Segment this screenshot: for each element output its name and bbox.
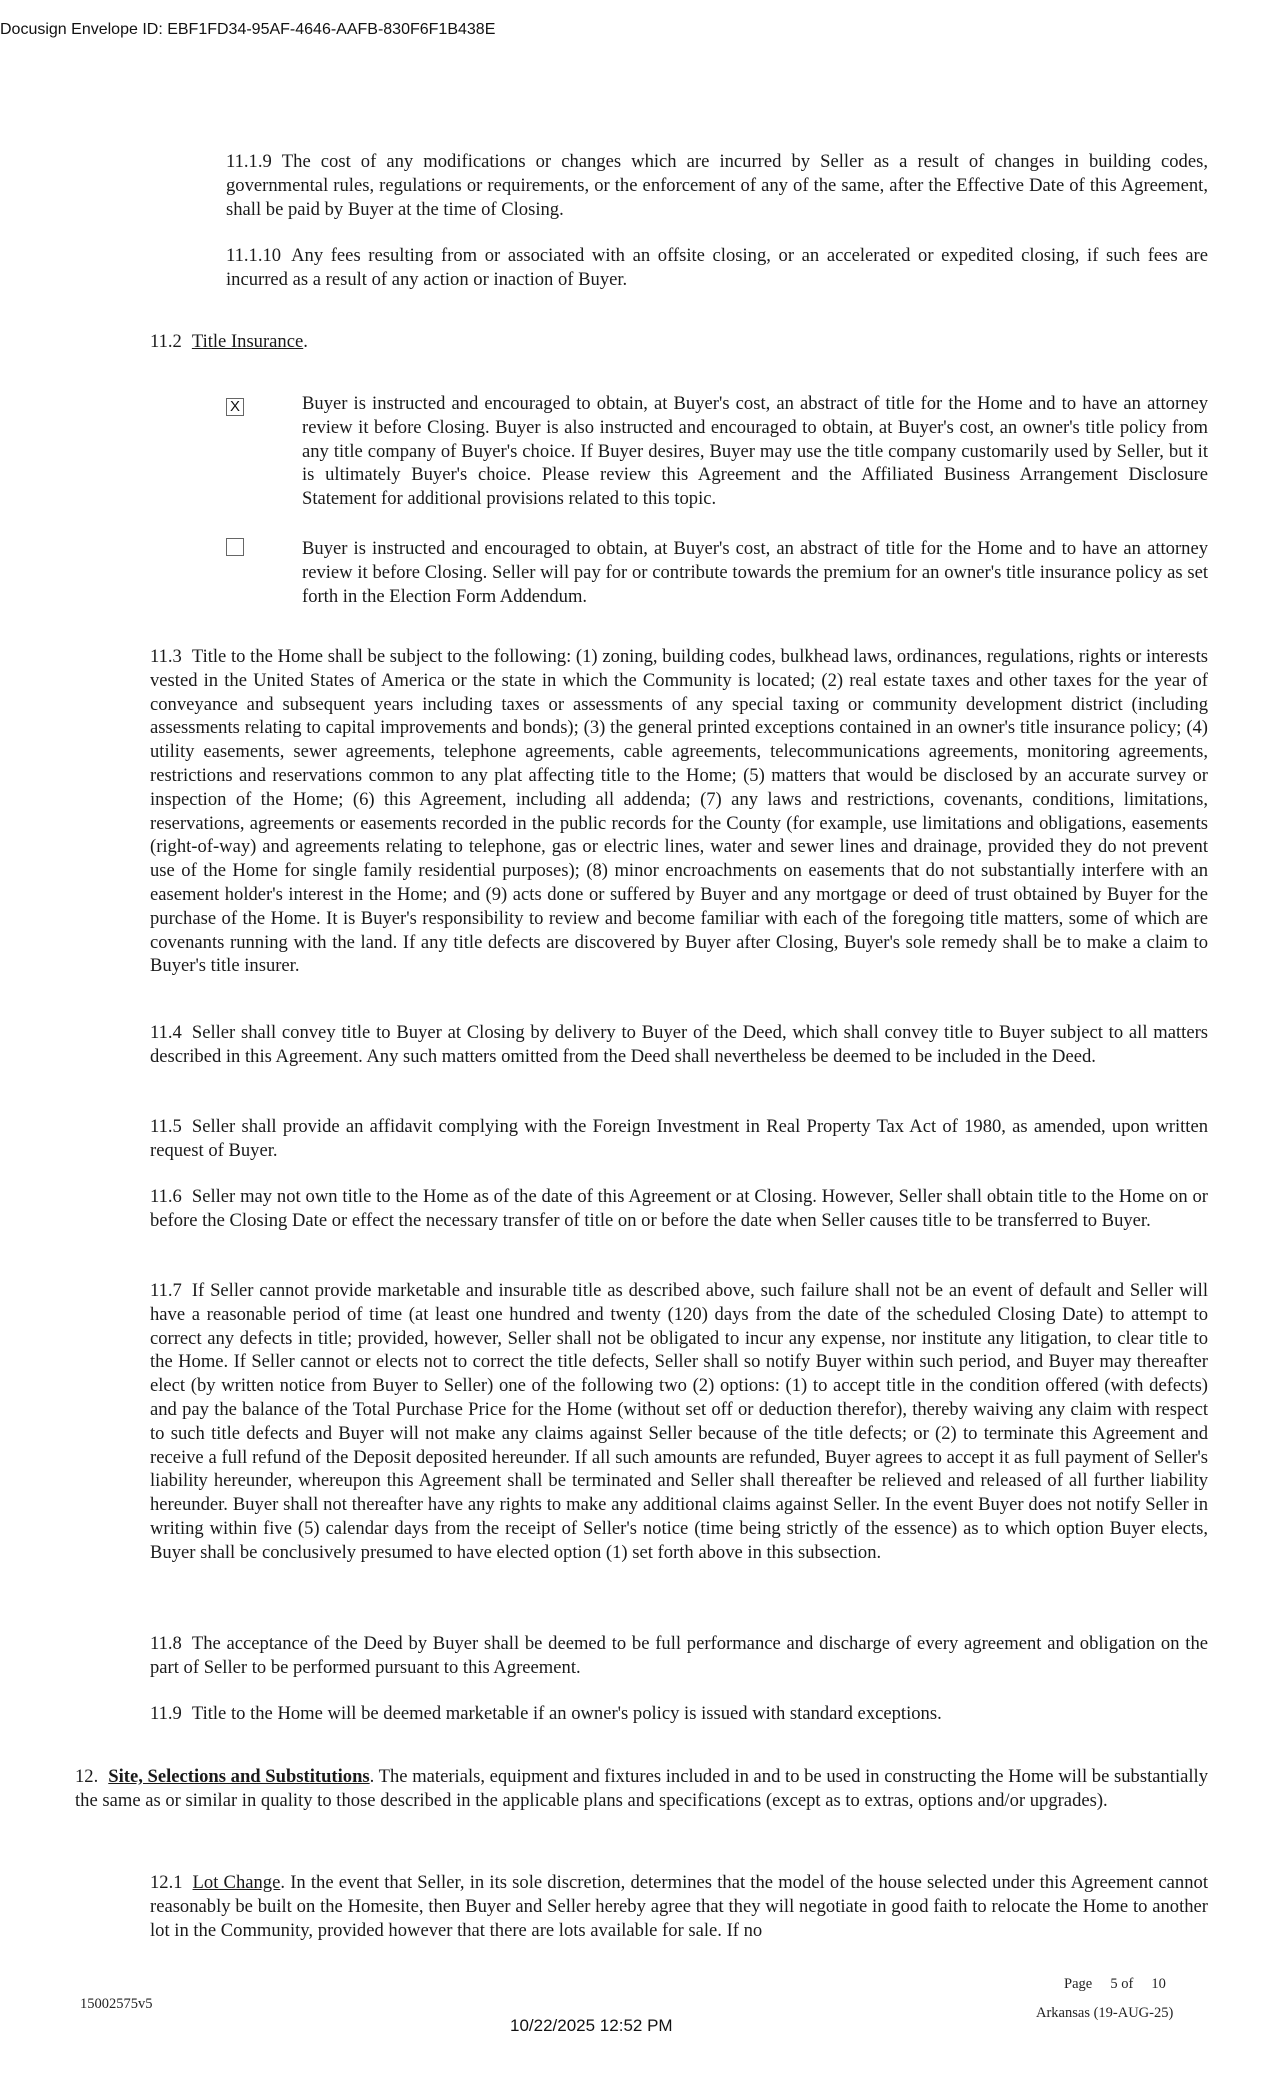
page-number: 5 — [1110, 1976, 1118, 1992]
section-heading: Site, Selections and Substitutions — [108, 1766, 370, 1787]
section-text: The acceptance of the Deed by Buyer shall be deemed to be full performance and discharge of every agreement and obligation on the part of Seller to be performed pursuant to this Agreement. — [150, 1633, 1208, 1678]
title-option-2-checkbox[interactable] — [226, 538, 244, 556]
section-text: If Seller cannot provide marketable and insurable title as described above, such failure shall not be an event of default and Seller will have a reasonable period of time (at least one hundred and twenty (120) days from the date of the scheduled Closing Date) to attempt to correct any defects in title; provided, however, Seller shall not be obligated to incur any expense, nor institute any litigation, to clear title to the Home. If Seller cannot or elects not to correct the title defects, Seller shall so notify Buyer within such period, and Buyer may thereafter elect (by written notice from Buyer to Seller) one of the following two (2) options: (1) to accept title in the condition offered (with defects) and pay the balance of the Total Purchase Price for the Home (without set off or deduction therefor), thereby waiving any claim with respect to such title defects and Buyer will not make any claims against Seller because of the title defects; or (2) to terminate this Agreement and receive a full refund of the Deposit deposited hereunder. If all such amounts are refunded, Buyer agrees to accept it as full payment of Seller's liability hereunder, whereupon this Agreement shall be terminated and Seller shall thereafter be relieved and released of all further liability hereunder. Buyer shall not thereafter have any rights to make any additional claims against Seller. In the event Buyer does not notify Seller in writing within five (5) calendar days from the receipt of Seller's notice (time being strictly of the essence) as to which option Buyer elects, Buyer shall be conclusively presumed to have elected option (1) set forth above in this subsection. — [150, 1280, 1208, 1563]
title-option-2-text: Buyer is instructed and encouraged to obtain, at Buyer's cost, an abstract of title for the Home and to have an attorney review it before Closing. Seller will pay for or contribute towards the premium for an owner's title insurance policy as set forth in the Election Form Addendum. — [302, 538, 1208, 607]
section-12 — [75, 1765, 1208, 1813]
state-version: Arkansas (19-AUG-25) — [1036, 2005, 1174, 2021]
section-12-1 — [150, 1871, 1208, 1942]
page-of-label: of — [1121, 1976, 1134, 1992]
section-text: Any fees resulting from or associated with an offsite closing, or an accelerated or expedited closing, if such fees are incurred as a result of any action or inaction of Buyer. — [226, 245, 1208, 290]
section-11-5 — [150, 1115, 1208, 1163]
section-11-4 — [150, 1021, 1208, 1069]
section-heading: Lot Change — [192, 1872, 281, 1893]
signature-timestamp: 10/22/2025 12:52 PM — [510, 2016, 673, 2035]
section-11-6 — [150, 1185, 1208, 1233]
section-11-1-10 — [226, 244, 1208, 292]
title-option-1-text: Buyer is instructed and encouraged to obtain, at Buyer's cost, an abstract of title for the Home and to have an attorney review it before Closing. Buyer is also instructed and encouraged to obtain, at Buyer's cost, an owner's title policy from any title company of Buyer's choice. If Buyer desires, Buyer may use the title company customarily used by Seller, but it is ultimately Buyer's choice. Please review this Agreement and the Affiliated Business Arrangement Disclosure Statement for additional provisions related to this topic. — [302, 393, 1208, 510]
section-number: 12. — [75, 1766, 99, 1787]
section-text: Title to the Home shall be subject to the following: (1) zoning, building codes, bulkhead laws, ordinances, regulations, rights or interests vested in the United States of America or the state in which the Community is located; (2) real estate taxes and other taxes for the year of conveyance and subsequent years including taxes or assessments of any special taxing or community development district (including assessments relating to capital improvements and bonds); (3) the general printed exceptions contained in an owner's title insurance policy; (4) utility easements, sewer agreements, telephone agreements, cable agreements, telecommunications agreements, monitoring agreements, restrictions and reservations common to any plat affecting title to the Home; (5) matters that would be disclosed by an accurate survey or inspection of the Home; (6) this Agreement, including all addenda; (7) any laws and restrictions, covenants, conditions, limitations, reservations, agreements or easements recorded in the public records for the County (for example, use limitations and obligations, easements (right-of-way) and agreements relating to telephone, gas or electric lines, water and sewer lines and drainage, provided they do not prevent use of the Home for single family residential purposes); (8) minor encroachments on easements that do not substantially interfere with an easement holder's interest in the Home; and (9) acts done or suffered by Buyer and any mortgage or deed of trust obtained by Buyer for the purchase of the Home. It is Buyer's responsibility to review and become familiar with each of the foregoing title matters, some of which are covenants running with the land. If any title defects are discovered by Buyer after Closing, Buyer's sole remedy shall be to make a claim to Buyer's title insurer. — [150, 646, 1208, 977]
section-number: 11.1.10 — [226, 245, 282, 266]
section-number: 11.2 — [150, 331, 182, 352]
page-label: Page — [1064, 1976, 1093, 1992]
section-number: 11.6 — [150, 1186, 182, 1207]
section-number: 11.5 — [150, 1116, 182, 1137]
section-number: 11.3 — [150, 646, 182, 667]
section-text: Seller shall convey title to Buyer at Closing by delivery to Buyer of the Deed, which shall convey title to Buyer subject to all matters described in this Agreement. Any such matters omitted from the Deed shall nevertheless be deemed to be included in the Deed. — [150, 1022, 1208, 1067]
section-text: Title to the Home will be deemed marketable if an owner's policy is issued with standard exceptions. — [191, 1703, 942, 1724]
section-11-9 — [150, 1702, 1208, 1726]
section-number: 11.9 — [150, 1703, 182, 1724]
section-number: 12.1 — [150, 1872, 183, 1893]
section-text: . In the event that Seller, in its sole discretion, determines that the model of the house selected under this Agreement cannot reasonably be built on the Homesite, then Buyer and Seller hereby agree that they will negotiate in good faith to relocate the Home to another lot in the Community, provided however that there are lots available for sale. If no — [150, 1872, 1208, 1941]
section-11-8 — [150, 1632, 1208, 1680]
heading-punctuation: . — [303, 331, 308, 352]
section-11-2-heading — [150, 330, 750, 354]
section-text: . The materials, equipment and fixtures included in and to be used in constructing the Home will be substantially the same as or similar in quality to those described in the applicable plans and specifications (except as to extras, options and/or upgrades). — [75, 1766, 1208, 1811]
section-text: Seller shall provide an affidavit complying with the Foreign Investment in Real Property Tax Act of 1980, as amended, upon written request of Buyer. — [150, 1116, 1208, 1161]
section-number: 11.7 — [150, 1280, 182, 1301]
section-11-7 — [150, 1279, 1208, 1565]
section-heading: Title Insurance — [191, 331, 304, 352]
section-text: Seller may not own title to the Home as of the date of this Agreement or at Closing. However, Seller shall obtain title to the Home on or before the Closing Date or effect the necessary transfer of title on or before the date when Seller causes title to be transferred to Buyer. — [150, 1186, 1208, 1231]
docusign-envelope-id: Docusign Envelope ID: EBF1FD34-95AF-4646-AAFB-830F6F1B438E — [0, 21, 496, 38]
document-id: 15002575v5 — [80, 1996, 153, 2012]
title-option-1-checkbox[interactable]: X — [226, 398, 244, 416]
section-number: 11.4 — [150, 1022, 182, 1043]
page-indicator — [1064, 1976, 1166, 1993]
section-number: 11.1.9 — [226, 151, 272, 172]
section-number: 11.8 — [150, 1633, 182, 1654]
page-total: 10 — [1151, 1976, 1166, 1992]
section-11-1-9 — [226, 150, 1208, 221]
section-text: The cost of any modifications or changes which are incurred by Seller as a result of changes in building codes, governmental rules, regulations or requirements, or the enforcement of any of the same, after the Effective Date of this Agreement, shall be paid by Buyer at the time of Closing. — [226, 151, 1208, 220]
section-11-3 — [150, 645, 1208, 978]
